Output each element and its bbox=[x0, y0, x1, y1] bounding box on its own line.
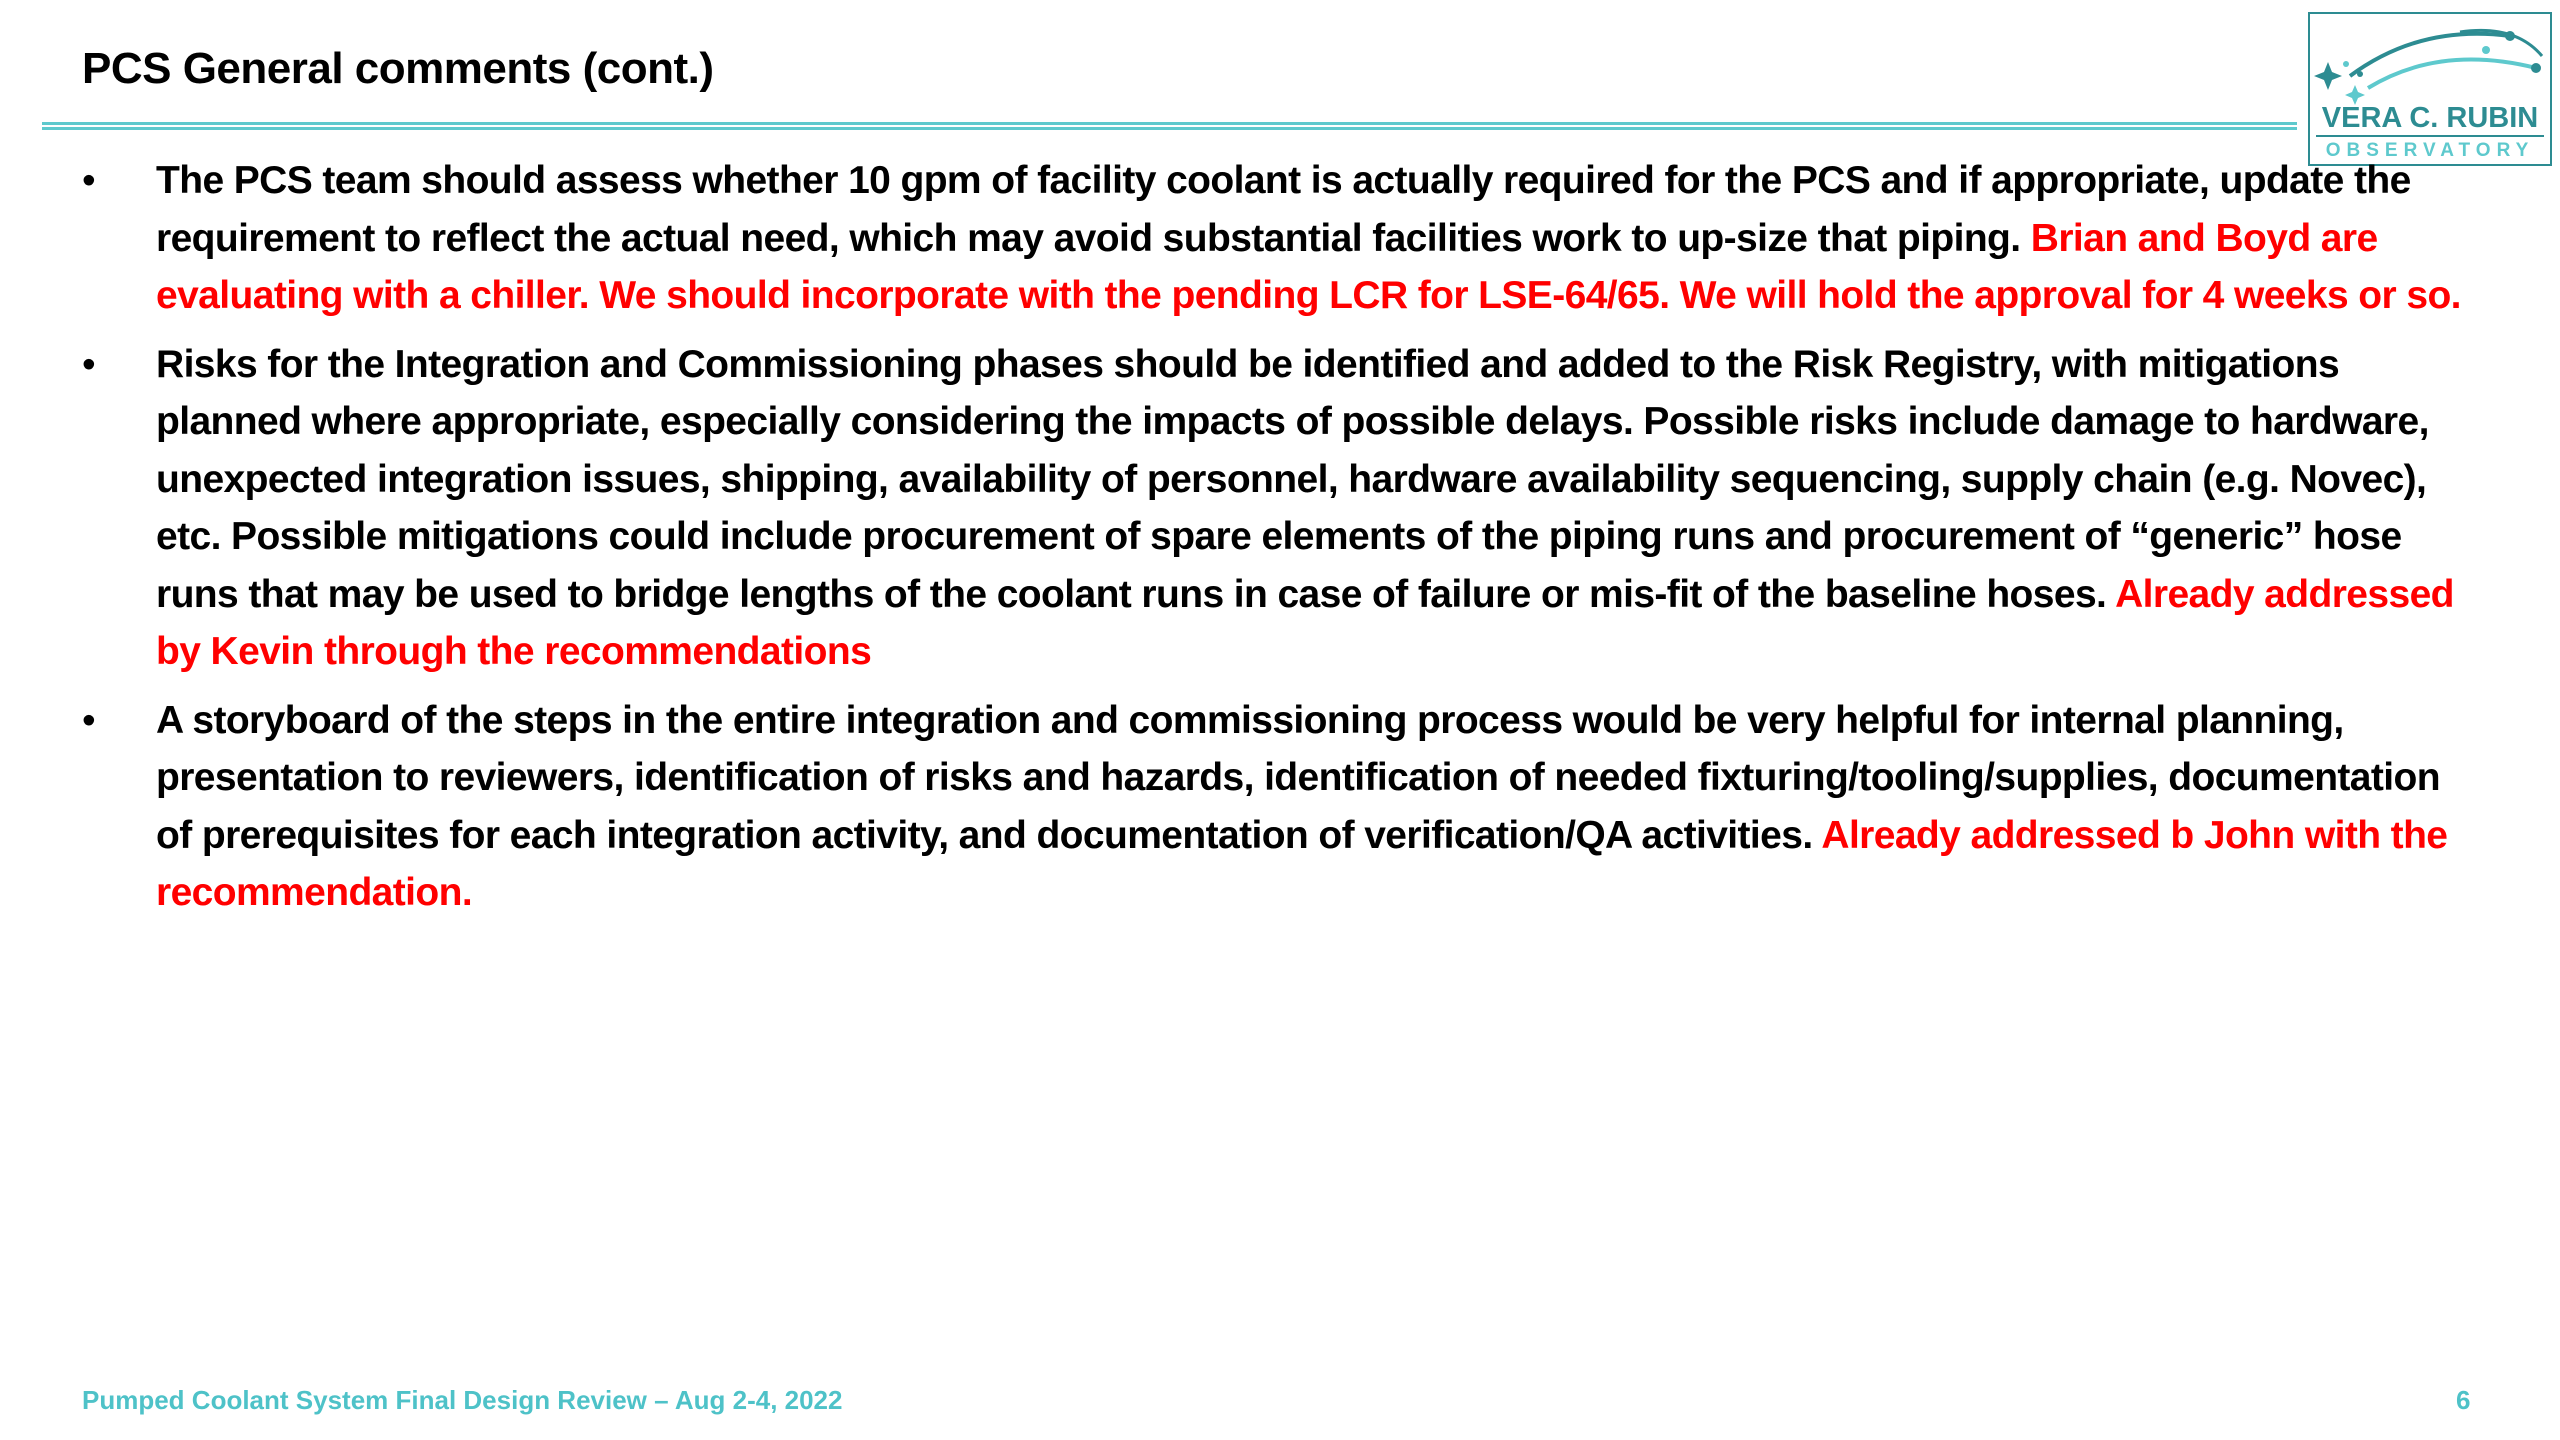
comment-response: Already addressed b John with the recommendation. bbox=[156, 813, 2448, 914]
comment-text: A storyboard of the steps in the entire integration and commissioning process would be very helpful for internal planning, presentation to reviewers, identification of risks and hazards, identification of needed fixturing/tooling/supplies, documentation of prerequisites for each integration activity, and documentation of verification/QA activities. bbox=[156, 698, 2440, 857]
logo-wordmark-line1: VERA C. RUBIN bbox=[2321, 102, 2539, 134]
footer-review-title: Pumped Coolant System Final Design Review – Aug 2-4, 2022 bbox=[82, 1385, 843, 1415]
slide-title: PCS General comments (cont.) bbox=[82, 44, 714, 93]
bullet-marker: • bbox=[82, 159, 96, 202]
footer-page-number: 6 bbox=[2456, 1385, 2471, 1415]
comment-text: The PCS team should assess whether 10 gpm of facility coolant is actually required for the PCS and if appropriate, update the requirement to reflect the actual need, which may avoid substantial facilities work to up-size that piping. bbox=[156, 159, 2411, 260]
comment-response: Brian and Boyd are evaluating with a chiller. We should incorporate with the pending LCR for LSE-64/65. We will hold the approval for 4 weeks or so. bbox=[156, 216, 2461, 317]
comment-item bbox=[82, 152, 2482, 325]
bullet-marker: • bbox=[82, 342, 96, 386]
comment-text: Risks for the Integration and Commissioning phases should be identified and added to the Risk Registry, with mitigations planned where appropriate, especially considering the impacts of possible delays. Possible risks include damage to hardware, unexpected integration issues, shipping, availability of personnel, hardware availability sequencing, supply chain (e.g. Novec), etc. Possible mitigations could include procurement of spare elements of the piping runs and procurement of “generic” hose runs that may be used to bridge lengths of the coolant runs in case of failure or mis-fit of the baseline hoses. bbox=[156, 342, 2429, 616]
comment-item bbox=[82, 692, 2482, 922]
comment-item bbox=[82, 336, 2482, 681]
title-divider bbox=[42, 122, 2297, 130]
logo-wordmark-line2: OBSERVATORY bbox=[2325, 140, 2535, 161]
rubin-logo-graphic bbox=[2310, 14, 2550, 164]
rubin-observatory-logo bbox=[2308, 12, 2552, 166]
comment-list bbox=[82, 152, 2482, 933]
bullet-marker: • bbox=[82, 698, 96, 742]
comment-response: Already addressed by Kevin through the recommendations bbox=[156, 572, 2454, 673]
